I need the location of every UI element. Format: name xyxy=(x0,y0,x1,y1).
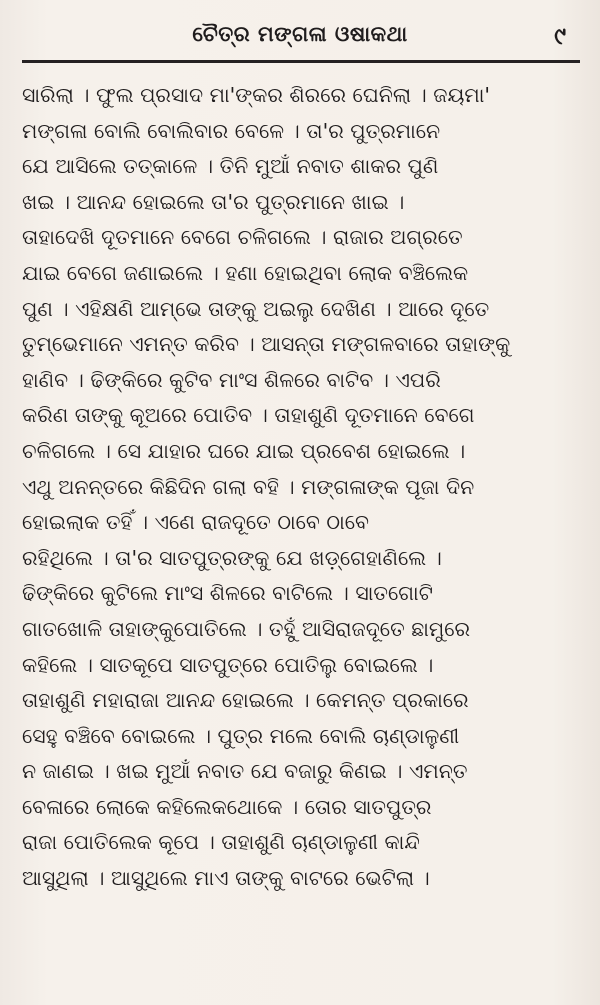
text-line: ରାଜା ପୋତିଲେକ କୂପେ । ତାହାଶୁଣି ଚାଣ୍ଡାଳୁଣୀ କାନ୍ଦି xyxy=(22,830,420,855)
text-line: କରିଣ ତାଙ୍କୁ କୂଅରେ ପୋତିବ । ତାହାଶୁଣି ଦୂତମାନେ ବେଗେ xyxy=(22,403,475,428)
text-line: ସେହୁ ବଞ୍ଚିବେ ବୋଇଲେ । ପୁତ୍ର ମଲେ ବୋଲି ଚାଣ୍ଡାଳୁଣୀ xyxy=(22,723,460,748)
text-line: ତାହାଦେଖି ଦୂତମାନେ ବେଗେ ଚଳିଗଲେ । ରାଜାର ଅଗ୍ରତେ xyxy=(22,225,463,250)
text-line: ଗାତଖୋଳି ତାହାଙ୍କୁପୋତିଲେ । ତହୁଁ ଆସିରାଜଦୂତେ ଛାମୁରେ xyxy=(22,616,471,641)
text-line: ଯେ ଆସିଲେ ତତ୍‌କାଳେ । ତିନି ମୁଆଁ ନବାତ ଶାକର ପୁଣି xyxy=(22,154,439,179)
text-line: ତୁମ୍ଭେମାନେ ଏମନ୍ତ କରିବ । ଆସନ୍ତା ମଙ୍ଗଳବାରେ ତାହାଙ୍କୁ xyxy=(22,332,511,357)
text-line: ଯାଇ ବେଗେ ଜଣାଇଲେ । ହଣା ହୋଇଥିବା ଲୋକ ବଞ୍ଚିଲେକ xyxy=(22,260,469,285)
header-rule xyxy=(22,60,580,63)
text-line: ହାଣିବ । ଢିଙ୍କିରେ କୁଟିବ ମାଂସ ଶିଳରେ ବାଟିବ । ଏପରି xyxy=(22,367,441,392)
text-line: ଢିଙ୍କିରେ କୁଟିଲେ ମାଂସ ଶିଳରେ ବାଟିଲେ । ସାତଗୋଟି xyxy=(22,581,433,606)
text-line: ଚଳିଗଲେ । ସେ ଯାହାର ଘରେ ଯାଇ ପ୍ରବେଶ ହୋଇଲେ । xyxy=(22,438,466,463)
running-title: ଚୈତ୍ର ମଙ୍ଗଳା ଓଷାକଥା xyxy=(192,22,408,46)
text-line: ଖଇ । ଆନନ୍ଦ ହୋଇଲେ ତା'ର ପୁତ୍ରମାନେ ଖାଇ । xyxy=(22,189,405,214)
page-header xyxy=(0,0,600,64)
text-line: କହିଲେ । ସାତକୂପେ ସାତପୁତ୍ରେ ପୋତିଲୁ ବୋଇଲେ । xyxy=(22,652,434,677)
body-text xyxy=(22,78,580,897)
text-line: ମଙ୍ଗଳା ବୋଲି ବୋଲିବାର ବେଳେ । ତା'ର ପୁତ୍ରମାନେ xyxy=(22,118,441,143)
text-line: ଆସୁଥିଲା । ଆସୁଥିଲେ ମାଏ ତାଙ୍କୁ ବାଟରେ ଭେଟିଲା । xyxy=(22,866,430,891)
text-line: ରହିଥିଲେ । ତା'ର ସାତପୁତ୍ରଙ୍କୁ ଯେ ଖଡ଼୍‌ଗେହାଣିଲେ । xyxy=(22,545,442,570)
text-line: ଏଥୁ ଅନନ୍ତରେ କିଛିଦିନ ଗଲା ବହି । ମଙ୍ଗଳାଙ୍କ ପୂଜା ଦିନ xyxy=(22,474,475,499)
text-line: ସାରିଲା । ଫୁଲ ପ୍ରସାଦ ମା'ଙ୍କର ଶିରରେ ଘେନିଲା । ଜୟମା' xyxy=(22,83,491,107)
page-number: ୯ xyxy=(554,22,566,50)
text-line: ନ ଜାଣଇ । ଖଇ ମୁଆଁ ନବାତ ଯେ ବଜାରୁ କିଣଇ । ଏମନ୍ତ xyxy=(22,759,468,784)
text-line: ବେଳାରେ ଲୋକେ କହିଲେକଥୋକେ । ତୋର ସାତପୁତ୍ର xyxy=(22,794,432,819)
text-line: ହୋଇଲାକ ତହିଁ । ଏଣେ ରାଜଦୂତେ ଠାବେ ଠାବେ xyxy=(22,510,370,535)
text-line: ପୁଣ । ଏହିକ୍ଷଣି ଆମ୍ଭେ ତାଙ୍କୁ ଅଇଲୁ ଦେଖିଣ । ଆରେ ଦୂତେ xyxy=(22,296,490,321)
text-line: ତାହାଶୁଣି ମହାରାଜା ଆନନ୍ଦ ହୋଇଲେ । କେମନ୍ତ ପ୍ରକାରେ xyxy=(22,688,469,713)
